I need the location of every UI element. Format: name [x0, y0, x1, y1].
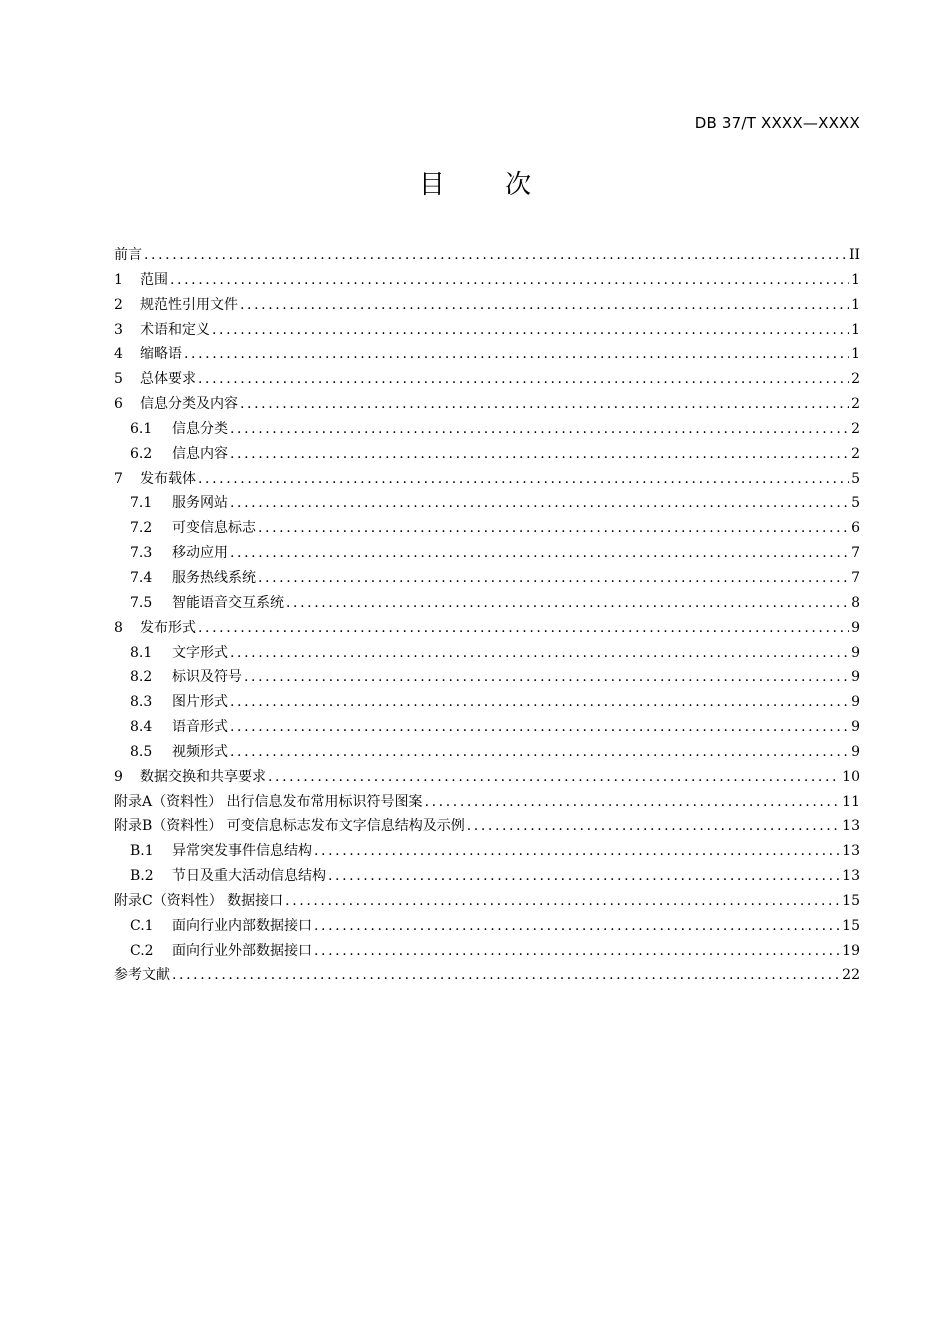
toc-entry-page: 5: [851, 470, 860, 487]
toc-entry[interactable]: [114, 467, 860, 492]
toc-dot-leader: [170, 268, 849, 293]
toc-entry-title: 文字形式: [172, 644, 228, 661]
toc-entry[interactable]: [114, 641, 860, 666]
toc-entry[interactable]: [114, 442, 860, 467]
toc-dot-leader: [230, 740, 849, 765]
toc-entry-title: 附录C（资料性） 数据接口: [114, 892, 284, 909]
toc-dot-leader: [314, 839, 840, 864]
toc-dot-leader: [230, 715, 849, 740]
toc-entry-page: 1: [851, 271, 860, 288]
toc-entry[interactable]: [114, 591, 860, 616]
toc-dot-leader: [285, 889, 840, 914]
toc-dot-leader: [144, 243, 847, 268]
toc-entry-title: 面向行业外部数据接口: [172, 942, 312, 959]
toc-dot-leader: [240, 392, 849, 417]
toc-entry-page: 15: [842, 917, 860, 934]
toc-entry-page: 9: [851, 619, 860, 636]
toc-entry[interactable]: [114, 740, 860, 765]
toc-entry-page: II: [848, 247, 860, 263]
toc-entry-page: 19: [842, 942, 860, 959]
toc-entry-title: 节日及重大活动信息结构: [172, 868, 326, 885]
toc-entry-title: 发布载体: [140, 470, 196, 487]
toc-entry-title: 语音形式: [172, 719, 228, 736]
toc-dot-leader: [212, 318, 849, 343]
toc-entry-number: C.2: [130, 942, 154, 959]
toc-entry-number: 3: [114, 321, 123, 338]
toc-entry-title: 范围: [140, 271, 168, 288]
toc-entry[interactable]: [114, 491, 860, 516]
toc-entry[interactable]: [114, 268, 860, 293]
toc-entry-page: 13: [842, 843, 860, 860]
toc-dot-leader: [258, 516, 849, 541]
toc-dot-leader: [425, 790, 841, 815]
toc-entry-number: 8.3: [130, 694, 153, 711]
toc-entry-page: 11: [842, 793, 860, 810]
toc-dot-leader: [286, 591, 849, 616]
toc-entry-page: 7: [851, 545, 860, 562]
toc-entry-page: 2: [851, 420, 860, 437]
toc-entry-number: 7.3: [130, 545, 153, 562]
toc-dot-leader: [244, 665, 849, 690]
toc-entry[interactable]: [114, 417, 860, 442]
toc-entry-number: B.2: [130, 868, 154, 885]
toc-entry-title: 规范性引用文件: [140, 296, 238, 313]
toc-entry-number: 6.2: [130, 445, 153, 462]
toc-entry[interactable]: [114, 963, 860, 988]
toc-entry-title: 视频形式: [172, 743, 228, 760]
toc-entry-title: 信息内容: [172, 445, 228, 462]
toc-entry-title: 智能语音交互系统: [172, 594, 284, 611]
toc-entry-page: 22: [842, 967, 860, 984]
toc-entry-number: 8: [114, 619, 123, 636]
toc-entry-page: 13: [842, 818, 860, 835]
page-title: 目 次: [418, 170, 558, 200]
toc-dot-leader: [172, 963, 840, 988]
toc-dot-leader: [467, 814, 840, 839]
toc-entry-number: 7: [114, 470, 123, 487]
document-code: DB 37/T XXXX—XXXX: [694, 114, 860, 132]
toc-dot-leader: [314, 939, 840, 964]
toc-dot-leader: [230, 641, 849, 666]
toc-entry-number: C.1: [130, 917, 154, 934]
toc-entry-page: 1: [851, 346, 860, 363]
toc-entry-number: 7.2: [130, 520, 153, 537]
toc-entry[interactable]: [114, 392, 860, 417]
toc-entry-title: 服务热线系统: [172, 569, 256, 586]
toc-entry-page: 15: [842, 892, 860, 909]
toc-entry-page: 1: [851, 321, 860, 338]
toc-entry-page: 6: [851, 520, 860, 537]
toc-entry-title: 前言: [114, 247, 142, 263]
toc-entry[interactable]: [114, 342, 860, 367]
toc-entry-number: 8.5: [130, 743, 153, 760]
toc-dot-leader: [230, 491, 849, 516]
toc-entry-page: 9: [851, 743, 860, 760]
toc-dot-leader: [258, 566, 849, 591]
toc-entry-number: 4: [114, 346, 123, 363]
toc-entry-page: 2: [851, 445, 860, 462]
toc-entry-title: 信息分类及内容: [140, 396, 238, 413]
toc-entry-number: 9: [114, 768, 123, 785]
toc-entry[interactable]: [114, 566, 860, 591]
toc-entry[interactable]: [114, 318, 860, 343]
toc-dot-leader: [240, 293, 849, 318]
toc-entry[interactable]: [114, 864, 860, 889]
toc-entry-page: 13: [842, 868, 860, 885]
toc-entry[interactable]: [114, 690, 860, 715]
toc-entry[interactable]: [114, 765, 860, 790]
toc-dot-leader: [184, 342, 849, 367]
toc-dot-leader: [198, 367, 849, 392]
toc-entry-title: 服务网站: [172, 495, 228, 512]
toc-entry[interactable]: [114, 790, 860, 815]
toc-entry-number: 1: [114, 271, 123, 288]
toc-entry-title: 发布形式: [140, 619, 196, 636]
toc-entry[interactable]: [114, 889, 860, 914]
toc-entry-title: 图片形式: [172, 694, 228, 711]
toc-entry-title: 缩略语: [140, 346, 182, 363]
toc-entry-title: 附录B（资料性） 可变信息标志发布文字信息结构及示例: [114, 818, 465, 835]
toc-entry-number: 7.4: [130, 569, 153, 586]
toc-entry[interactable]: [114, 616, 860, 641]
toc-entry[interactable]: [114, 293, 860, 318]
toc-entry[interactable]: [114, 243, 860, 268]
toc-entry-title: 附录A（资料性） 出行信息发布常用标识符号图案: [114, 793, 423, 810]
toc-dot-leader: [230, 417, 849, 442]
toc-entry[interactable]: [114, 665, 860, 690]
toc-entry-number: 6: [114, 396, 123, 413]
toc-entry[interactable]: [114, 839, 860, 864]
toc-entry-number: 6.1: [130, 420, 153, 437]
toc-entry[interactable]: [114, 814, 860, 839]
toc-entry-page: 7: [851, 569, 860, 586]
toc-entry-number: 8.4: [130, 719, 153, 736]
toc-entry-title: 标识及符号: [172, 669, 242, 686]
toc-entry[interactable]: [114, 541, 860, 566]
toc-dot-leader: [230, 442, 849, 467]
toc-entry-number: 7.1: [130, 495, 153, 512]
toc-entry-number: 8.2: [130, 669, 153, 686]
toc-dot-leader: [230, 690, 849, 715]
toc-entry-number: B.1: [130, 843, 154, 860]
toc-entry-title: 可变信息标志: [172, 520, 256, 537]
toc-entry[interactable]: [114, 939, 860, 964]
toc-entry-title: 数据交换和共享要求: [140, 768, 266, 785]
toc-dot-leader: [328, 864, 840, 889]
toc-entry-page: 5: [851, 495, 860, 512]
toc-entry-number: 7.5: [130, 594, 153, 611]
toc-entry-title: 移动应用: [172, 545, 228, 562]
toc-entry-page: 9: [851, 644, 860, 661]
toc-entry[interactable]: [114, 367, 860, 392]
toc-entry-title: 异常突发事件信息结构: [172, 843, 312, 860]
toc-entry-title: 总体要求: [140, 371, 196, 388]
toc-entry-page: 9: [851, 669, 860, 686]
toc-entry[interactable]: [114, 516, 860, 541]
toc-entry-number: 5: [114, 371, 123, 388]
toc-entry-title: 信息分类: [172, 420, 228, 437]
toc-entry-number: 2: [114, 296, 123, 313]
toc-entry-page: 9: [851, 719, 860, 736]
toc-entry-title: 面向行业内部数据接口: [172, 917, 312, 934]
toc-entry-page: 1: [851, 296, 860, 313]
toc-dot-leader: [198, 616, 849, 641]
toc-dot-leader: [314, 914, 840, 939]
toc-entry-number: 8.1: [130, 644, 153, 661]
toc-entry-page: 2: [851, 371, 860, 388]
toc-entry-page: 2: [851, 396, 860, 413]
toc-entry-title: 术语和定义: [140, 321, 210, 338]
toc-entry-page: 8: [851, 594, 860, 611]
toc-dot-leader: [230, 541, 849, 566]
toc-entry[interactable]: [114, 715, 860, 740]
toc-entry[interactable]: [114, 914, 860, 939]
toc-entry-page: 9: [851, 694, 860, 711]
toc-dot-leader: [198, 467, 849, 492]
toc-entry-page: 10: [842, 768, 860, 785]
toc-entry-title: 参考文献: [114, 967, 170, 984]
table-of-contents: [114, 243, 860, 988]
toc-dot-leader: [268, 765, 840, 790]
